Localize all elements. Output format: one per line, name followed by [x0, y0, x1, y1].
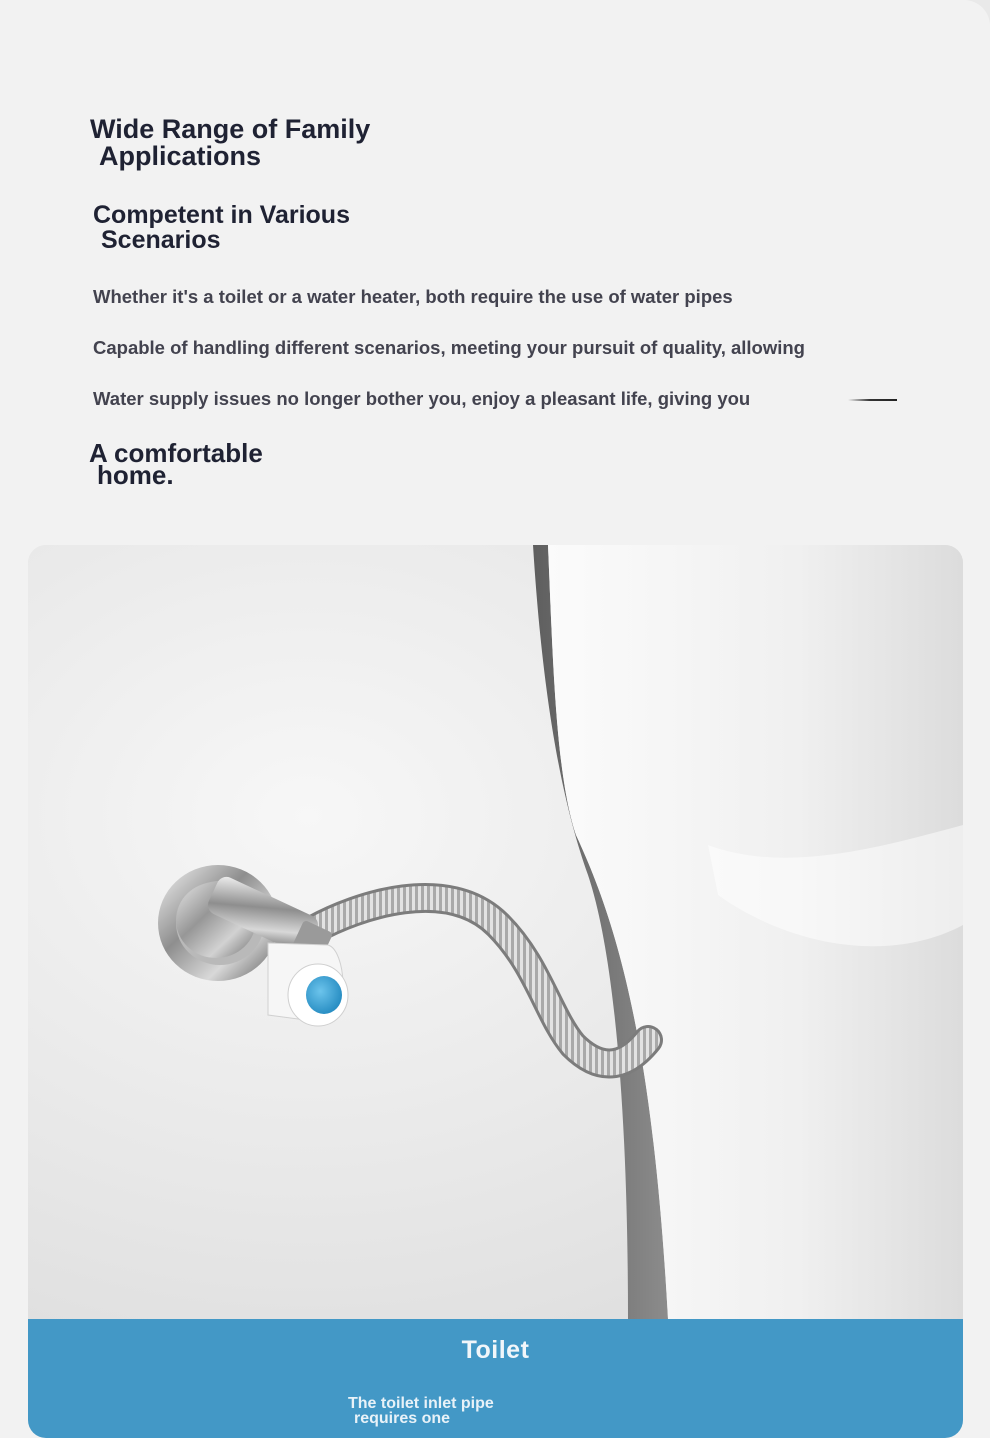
- heading-family-applications: [90, 116, 370, 170]
- heading-line: home.: [97, 460, 174, 490]
- card-subtitle-line: requires one: [354, 1410, 451, 1427]
- heading-line: Competent in Various: [93, 201, 350, 229]
- toilet-scenario-card: [28, 545, 963, 1438]
- body-text-line-1: Whether it's a toilet or a water heater, both require the use of water pipes: [93, 286, 733, 307]
- toilet-valve-illustration: [28, 545, 963, 1319]
- card-subtitle-line: The toilet inlet pipe: [348, 1395, 494, 1412]
- heading-line: A comfortable: [89, 438, 263, 468]
- card-subtitle: [348, 1396, 494, 1426]
- decorative-dash: [848, 399, 897, 401]
- caption-band: [28, 1319, 963, 1438]
- card-title: Toilet: [461, 1336, 530, 1364]
- body-text-line-2: Capable of handling different scenarios, meeting your pursuit of quality, allowing: [93, 337, 805, 358]
- heading-line: Wide Range of Family: [90, 114, 371, 144]
- heading-comfortable-home: [89, 440, 263, 488]
- heading-line: Applications: [99, 141, 262, 171]
- heading-line: Scenarios: [101, 226, 221, 254]
- heading-various-scenarios: [93, 203, 350, 253]
- body-text-line-3: Water supply issues no longer bother you, enjoy a pleasant life, giving you: [93, 388, 751, 409]
- toilet-valve-photo: [28, 545, 963, 1319]
